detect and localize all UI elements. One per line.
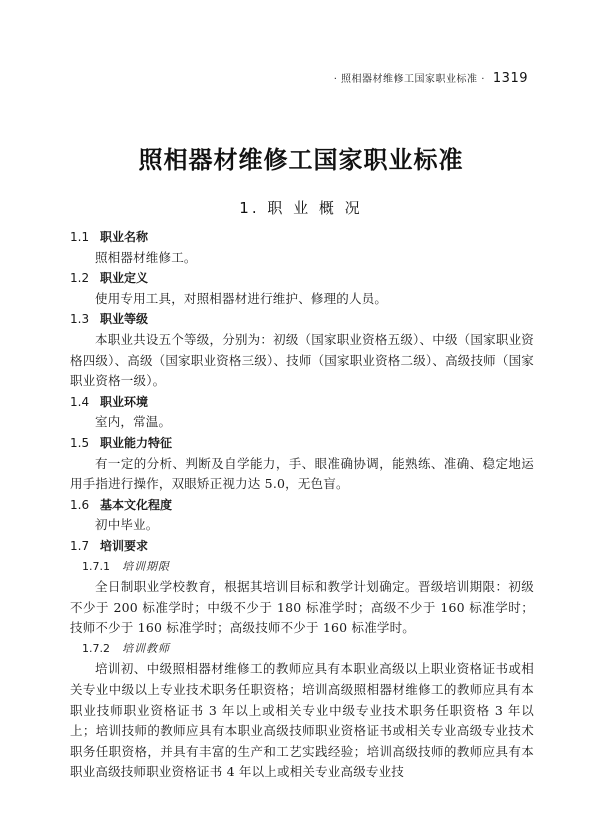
section-heading-1-3 (70, 309, 534, 330)
subsection-number: 1.7.2 (82, 641, 110, 655)
section-text-1-2: 使用专用工具，对照相器材进行维护、修理的人员。 (95, 290, 388, 306)
running-title: · 照相器材维修工国家职业标准 · (333, 74, 485, 85)
subsection-number: 1.7.1 (82, 559, 110, 573)
section-text-1-3: 本职业共设五个等级，分别为：初级（国家职业资格五级）、中级（国家职业资格四级）、高级（国家职业资格三级）、技师（国家职业资格二级）、高级技师（国家职业资格一级）。 (70, 331, 534, 389)
subsection-title: 培训教师 (122, 641, 170, 655)
section-number: 1.5 (70, 435, 90, 450)
document-title: 照相器材维修工国家职业标准 (138, 146, 464, 174)
section-text-1-1: 照相器材维修工。 (95, 249, 197, 265)
subsection-heading-1-7-1 (70, 557, 534, 578)
section-number: 1.2 (70, 271, 90, 286)
section-heading-1-5 (70, 433, 534, 454)
section-title: 职业等级 (100, 312, 149, 327)
section-title: 职业能力特征 (100, 435, 173, 450)
section-heading-1-2 (70, 268, 534, 289)
section-heading-1-6 (70, 495, 534, 516)
document-body (70, 227, 534, 783)
section-text-1-4: 室内，常温。 (95, 414, 172, 430)
section-number: 1.7 (70, 538, 90, 553)
section-text-1-5: 有一定的分析、判断及自学能力，手、眼准确协调，能熟练、准确、稳定地运用手指进行操作，双眼矫正视力达 5.0，无色盲。 (70, 455, 534, 492)
section-title: 培训要求 (100, 538, 149, 553)
section-title: 职业名称 (100, 230, 149, 244)
section-title: 职业环境 (100, 394, 149, 409)
page-number: 1319 (492, 71, 528, 86)
section-title: 职业定义 (100, 271, 149, 286)
section-heading-1-7 (70, 536, 534, 557)
section-number: 1.3 (70, 312, 90, 327)
section-heading-1-1 (70, 227, 534, 248)
chapter-heading: 1. 职 业 概 况 (239, 199, 363, 217)
section-number: 1.4 (70, 394, 90, 409)
subsection-text-1-7-1: 全日制职业学校教育，根据其培训目标和教学计划确定。晋级培训期限：初级不少于 200 标准学时；中级不少于 180 标准学时；高级不少于 160 标准学时；技师不少于 160 标准学时；高级技师不少于 160 标准学时。 (70, 579, 534, 636)
subsection-text-1-7-2: 培训初、中级照相器材维修工的教师应具有本职业高级以上职业资格证书或相关专业中级以上专业技术职务任职资格；培训高级照相器材维修工的教师应具有本职业技师职业资格证书 3 年以上或相关专业中级专业技术职务任职资格 3 年以上；培训技师的教师应具有本职业高级技师职业资格证书或相关专业高级专业技术职务任职资格，并具有丰富的生产和工艺实践经验；培训高级技师的教师应具有本职业高级技师职业资格证书 4 年以上或相关专业高级专业技 (70, 661, 534, 780)
section-heading-1-4 (70, 392, 534, 413)
section-text-1-6: 初中毕业。 (95, 517, 159, 533)
section-number: 1.6 (70, 497, 90, 512)
section-number: 1.1 (70, 230, 90, 244)
subsection-title: 培训期限 (122, 559, 170, 573)
subsection-heading-1-7-2 (70, 639, 534, 660)
running-header (334, 70, 528, 86)
section-title: 基本文化程度 (100, 497, 173, 512)
